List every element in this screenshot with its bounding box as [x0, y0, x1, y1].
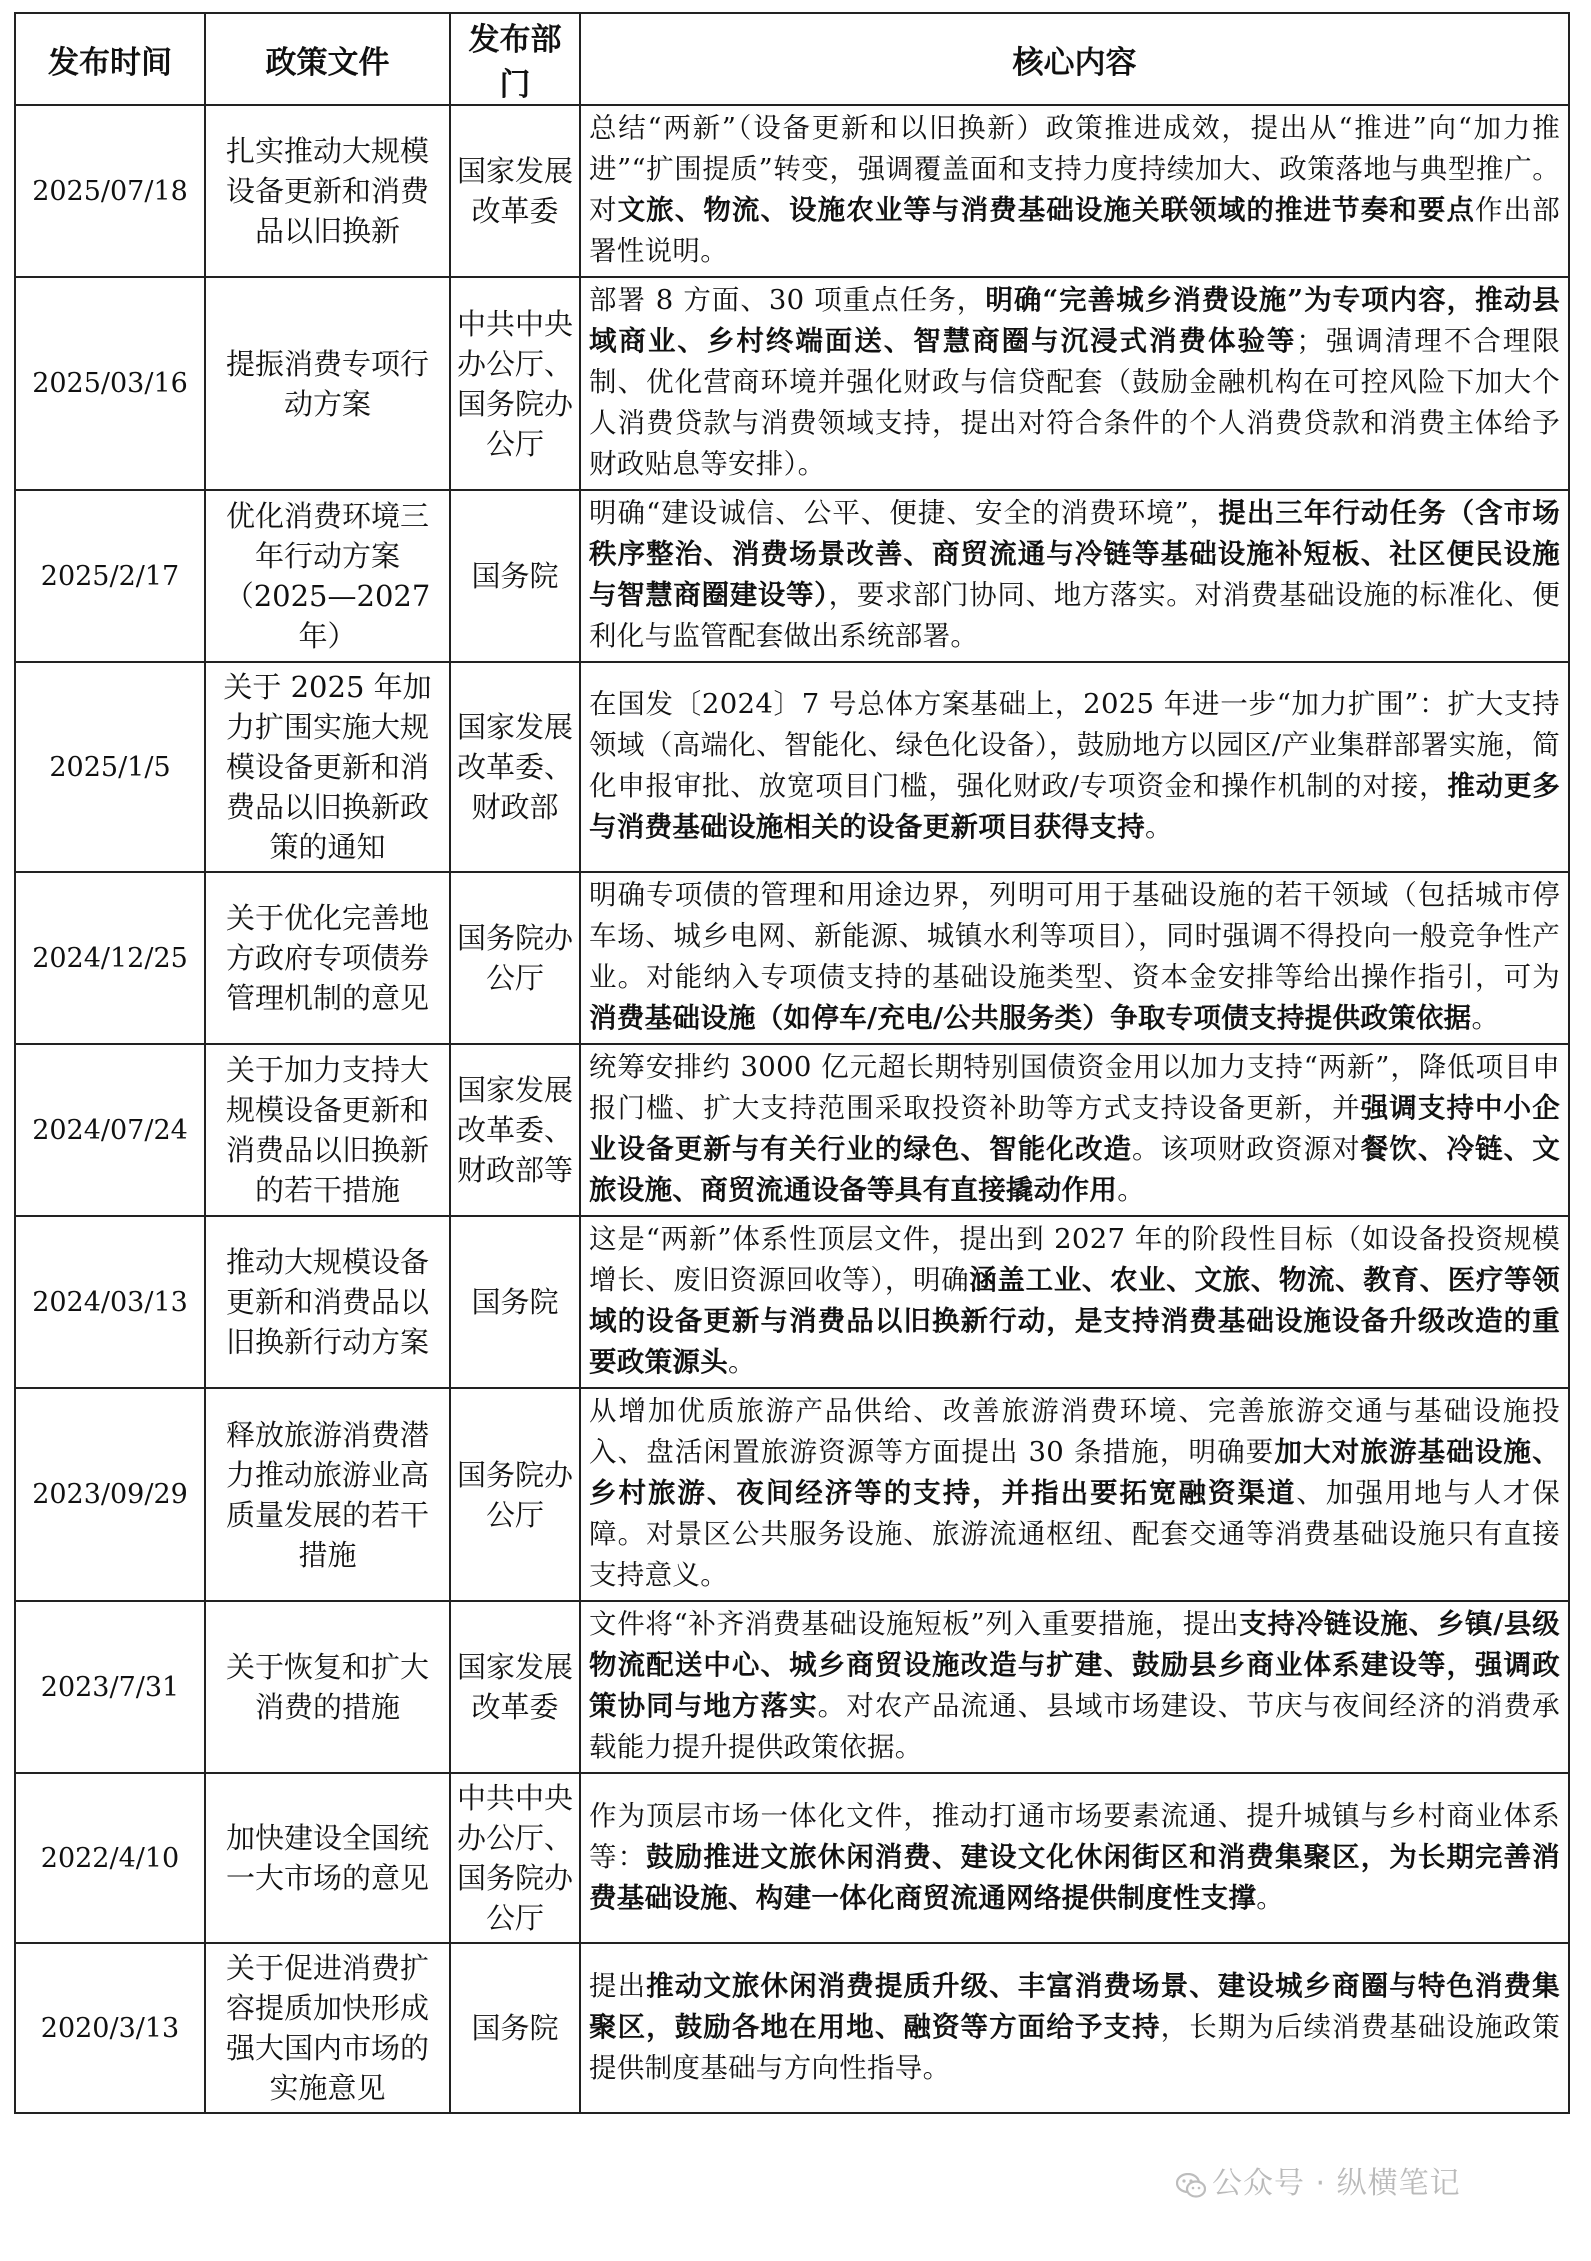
issuing-department: 中共中央办公厅、国务院办公厅 [450, 277, 580, 490]
content-text: 作为顶层市场一体化文件，推动打通市场要素流通、提升城镇与乡村商业体系等： [589, 1799, 1560, 1873]
issuing-department: 中共中央办公厅、国务院办公厅 [450, 1773, 580, 1943]
policy-title: 关于促进消费扩容提质加快形成强大国内市场的实施意见 [205, 1943, 450, 2113]
issuing-department: 国家发展改革委、财政部 [450, 662, 580, 872]
core-content [580, 1044, 1569, 1216]
issuing-department: 国务院办公厅 [450, 872, 580, 1044]
publish-date: 2020/3/13 [15, 1943, 205, 2113]
issuing-department: 国家发展改革委、财政部等 [450, 1044, 580, 1216]
core-content [580, 662, 1569, 872]
publish-date: 2024/03/13 [15, 1216, 205, 1388]
publish-date: 2024/07/24 [15, 1044, 205, 1216]
content-highlight: 提出三年行动任务（含市场秩序整治、消费场景改善、商贸流通与冷链等基础设施补短板、社区便民设施与智慧商圈建设等） [589, 497, 1560, 611]
table-row [15, 490, 1569, 662]
core-content [580, 277, 1569, 490]
issuing-department: 国家发展改革委 [450, 105, 580, 277]
table-row [15, 105, 1569, 277]
content-highlight: 消费基础设施（如停车/充电/公共服务类）争取专项债支持提供政策依据 [589, 1002, 1472, 1034]
core-content [580, 1773, 1569, 1943]
publish-date: 2023/7/31 [15, 1601, 205, 1773]
table-row [15, 1044, 1569, 1216]
header-title: 政策文件 [205, 13, 450, 105]
policy-title: 加快建设全国统一大市场的意见 [205, 1773, 450, 1943]
content-text: ，要求部门协同、地方落实。对消费基础设施的标准化、便利化与监管配套做出系统部署。 [589, 579, 1560, 652]
content-text: 这是“两新”体系性顶层文件，提出到 2027 年的阶段性目标（如设备投资规模增长、废旧资源回收等），明确 [589, 1223, 1560, 1296]
publish-date: 2024/12/25 [15, 872, 205, 1044]
content-text: 。 [1256, 1881, 1285, 1914]
content-text: 提出 [589, 1969, 647, 2002]
publish-date: 2025/03/16 [15, 277, 205, 490]
table-row [15, 277, 1569, 490]
content-highlight: 支持冷链设施、乡镇/县级物流配送中心、城乡商贸设施改造与扩建、鼓励县乡商业体系建设等，强调政策协同与地方落实 [589, 1608, 1560, 1722]
header-content: 核心内容 [580, 13, 1569, 105]
issuing-department: 国务院 [450, 1943, 580, 2113]
core-content [580, 1943, 1569, 2113]
header-dept: 发布部门 [450, 13, 580, 105]
content-text: 总结“两新”（设备更新和以旧换新）政策推进成效，提出从“推进”向“加力推进”“扩围提质”转变，强调覆盖面和支持力度持续加大、政策落地与典型推广。对 [589, 112, 1560, 226]
core-content [580, 490, 1569, 662]
table-row [15, 1773, 1569, 1943]
content-text: 文件将“补齐消费基础设施短板”列入重要措施，提出 [589, 1608, 1240, 1640]
table-row [15, 1601, 1569, 1773]
publish-date: 2023/09/29 [15, 1388, 205, 1601]
watermark [1176, 2158, 1461, 2202]
content-text: ，长期为后续消费基础设施政策提供制度基础与方向性指导。 [589, 2010, 1561, 2084]
table-row [15, 662, 1569, 872]
content-text: 、加强用地与人才保障。对景区公共服务设施、旅游流通枢纽、配套交通等消费基础设施只有直接支持意义。 [589, 1477, 1561, 1591]
content-text: 。该项财政资源对 [1132, 1133, 1361, 1165]
content-text: 。 [1117, 1174, 1146, 1206]
table-row [15, 1216, 1569, 1388]
content-text: 在国发〔2024〕7 号总体方案基础上，2025 年进一步“加力扩围”：扩大支持领域（高端化、智能化、绿色化设备），鼓励地方以园区/产业集群部署实施，简化申报审批、放宽项目门槛，强化财政/专项资金和操作机制的对接， [589, 688, 1560, 802]
table-row [15, 872, 1569, 1044]
policy-title: 提振消费专项行动方案 [205, 277, 450, 490]
table-row [15, 1388, 1569, 1601]
table-row [15, 1943, 1569, 2113]
content-text: 明确“建设诚信、公平、便捷、安全的消费环境”， [589, 497, 1219, 529]
policy-title: 关于恢复和扩大消费的措施 [205, 1601, 450, 1773]
core-content [580, 105, 1569, 277]
core-content [580, 872, 1569, 1044]
issuing-department: 国务院 [450, 490, 580, 662]
table-body [15, 105, 1569, 2113]
content-highlight: 加大对旅游基础设施、乡村旅游、夜间经济等的支持，并指出要拓宽融资渠道 [589, 1436, 1560, 1509]
content-highlight: 涵盖工业、农业、文旅、物流、教育、医疗等领域的设备更新与消费品以旧换新行动，是支持消费基础设施设备升级改造的重要政策源头 [589, 1264, 1560, 1378]
content-highlight: 推动更多与消费基础设施相关的设备更新项目获得支持 [589, 770, 1561, 843]
content-text: 。 [1145, 811, 1173, 843]
core-content [580, 1216, 1569, 1388]
content-text: 从增加优质旅游产品供给、改善旅游消费环境、完善旅游交通与基础设施投入、盘活闲置旅游资源等方面提出 30 条措施，明确要 [589, 1395, 1560, 1468]
content-text: 。 [728, 1346, 756, 1378]
content-text: 。对农产品流通、县域市场建设、节庆与夜间经济的消费承载能力提升提供政策依据。 [589, 1690, 1560, 1763]
content-text: 部署 8 方面、30 项重点任务， [589, 284, 986, 316]
issuing-department: 国务院办公厅 [450, 1388, 580, 1601]
policy-title: 关于优化完善地方政府专项债券管理机制的意见 [205, 872, 450, 1044]
wechat-icon [1176, 2172, 1206, 2198]
issuing-department: 国务院 [450, 1216, 580, 1388]
watermark-text: 公众号 · 纵横笔记 [1212, 2166, 1461, 2201]
content-text: 明确专项债的管理和用途边界，列明可用于基础设施的若干领域（包括城市停车场、城乡电网、新能源、城镇水利等项目），同时强调不得投向一般竞争性产业。对能纳入专项债支持的基础设施类型、资本金安排等给出操作指引，可为 [589, 879, 1560, 993]
content-highlight: 明确“完善城乡消费设施”为专项内容，推动县域商业、乡村终端面送、智慧商圈与沉浸式消费体验等 [589, 284, 1561, 357]
content-text: 统筹安排约 3000 亿元超长期特别国债资金用以加力支持“两新”，降低项目申报门槛、扩大支持范围采取投资补助等方式支持设备更新，并 [589, 1051, 1560, 1124]
content-highlight: 餐饮、冷链、文旅设施、商贸流通设备等具有直接撬动作用 [589, 1133, 1560, 1206]
issuing-department: 国家发展改革委 [450, 1601, 580, 1773]
publish-date: 2025/07/18 [15, 105, 205, 277]
policy-title: 关于 2025 年加力扩围实施大规模设备更新和消费品以旧换新政策的通知 [205, 662, 450, 872]
content-text: ；强调清理不合理限制、优化营商环境并强化财政与信贷配套（鼓励金融机构在可控风险下加大个人消费贷款与消费领域支持，提出对符合条件的个人消费贷款和消费主体给予财政贴息等安排）。 [589, 325, 1561, 480]
core-content [580, 1601, 1569, 1773]
header-row [15, 13, 1569, 105]
policy-title: 释放旅游消费潜力推动旅游业高质量发展的若干措施 [205, 1388, 450, 1601]
content-highlight: 文旅、物流、设施农业等与消费基础设施关联领域的推进节奏和要点 [617, 194, 1476, 226]
header-date: 发布时间 [15, 13, 205, 105]
content-text: 作出部署性说明。 [589, 194, 1560, 267]
core-content [580, 1388, 1569, 1601]
policy-title: 推动大规模设备更新和消费品以旧换新行动方案 [205, 1216, 450, 1388]
publish-date: 2022/4/10 [15, 1773, 205, 1943]
content-highlight: 强调支持中小企业设备更新与有关行业的绿色、智能化改造 [589, 1092, 1560, 1165]
policy-title: 关于加力支持大规模设备更新和消费品以旧换新的若干措施 [205, 1044, 450, 1216]
policy-title: 扎实推动大规模设备更新和消费品以旧换新 [205, 105, 450, 277]
policy-table [14, 12, 1570, 2114]
content-highlight: 鼓励推进文旅休闲消费、建设文化休闲街区和消费集聚区，为长期完善消费基础设施、构建一体化商贸流通网络提供制度性支撑 [589, 1840, 1560, 1914]
content-text: 。 [1471, 1002, 1500, 1034]
publish-date: 2025/2/17 [15, 490, 205, 662]
policy-title: 优化消费环境三年行动方案（2025—2027 年） [205, 490, 450, 662]
publish-date: 2025/1/5 [15, 662, 205, 872]
content-highlight: 推动文旅休闲消费提质升级、丰富消费场景、建设城乡商圈与特色消费集聚区，鼓励各地在用地、融资等方面给予支持 [589, 1969, 1560, 2043]
